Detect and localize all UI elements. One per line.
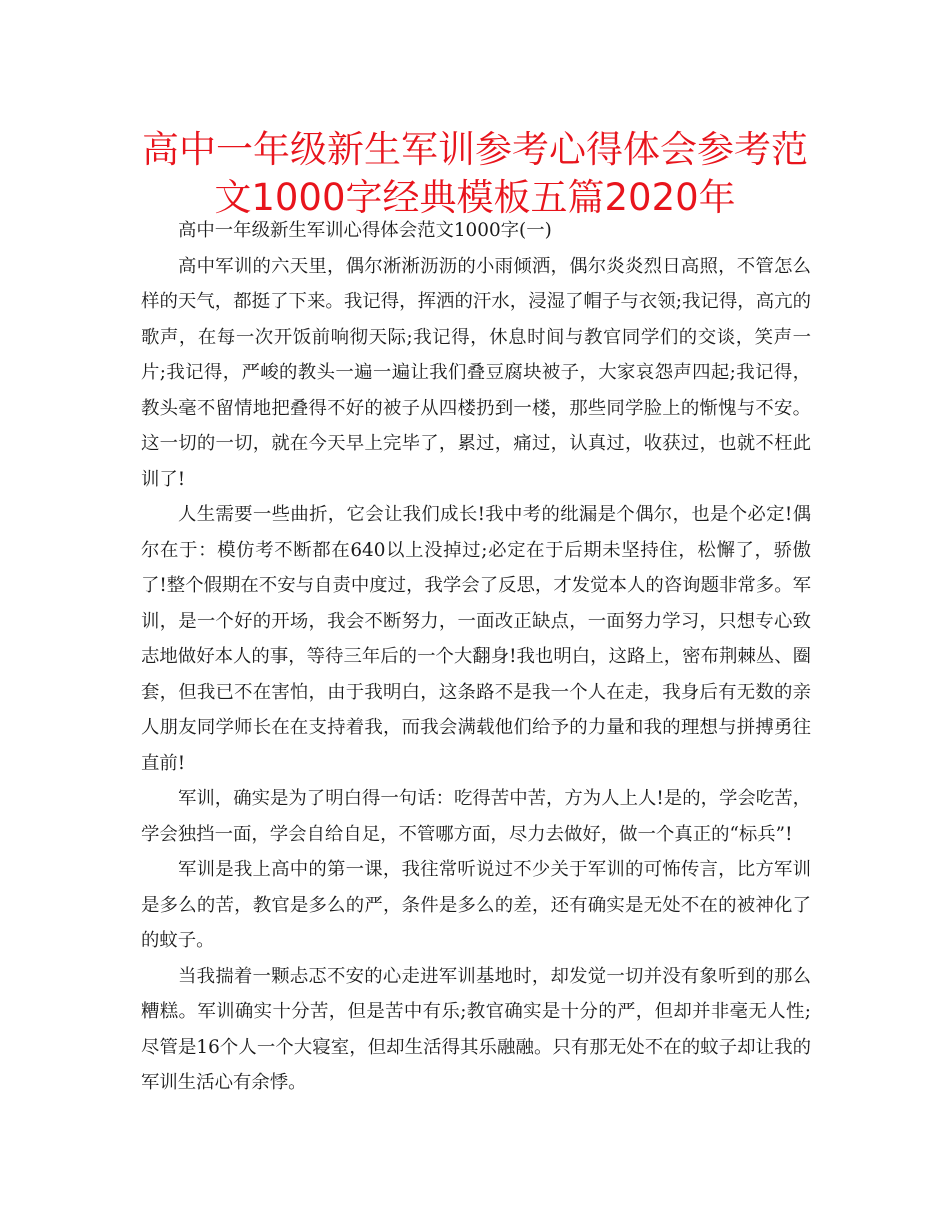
document-title: 高中一年级新生军训参考心得体会参考范文1000字经典模板五篇2020年 <box>142 128 808 219</box>
paragraph-2: 人生需要一些曲折，它会让我们成长!我中考的纰漏是个偶尔，也是个必定!偶尔在于：模仿考不断都在640以上没掉过;必定在于后期未坚持住，松懈了，骄傲了!整个假期在不安与自责中度过，我学会了反思，才发觉本人的咨询题非常多。军训，是一个好的开场，我会不断努力，一面改正缺点，一面努力学习，只想专心致志地做好本人的事，等待三年后的一个大翻身!我也明白，这路上，密布荆棘丛、圈套，但我已不在害怕，由于我明白，这条路不是我一个人在走，我身后有无数的亲人朋友同学师长在在支持着我，而我会满载他们给予的力量和我的理想与拼搏勇往直前! <box>141 504 811 774</box>
paragraph-5: 当我揣着一颗忐忑不安的心走进军训基地时，却发觉一切并没有象听到的那么糟糕。军训确实十分苦，但是苦中有乐;教官确实是十分的严，但却并非毫无人性;尽管是16个人一个大寝室，但却生活得其乐融融。只有那无处不在的蚊子却让我的军训生活心有余悸。 <box>141 965 811 1093</box>
paragraph-3: 军训，确实是为了明白得一句话：吃得苦中苦，方为人上人!是的，学会吃苦，学会独挡一面，学会自给自足，不管哪方面，尽力去做好，做一个真正的“标兵”! <box>141 788 811 845</box>
document-body <box>141 213 811 1101</box>
paragraph-1: 高中军训的六天里，偶尔淅淅沥沥的小雨倾洒，偶尔炎炎烈日高照，不管怎么样的天气，都挺了下来。我记得，挥洒的汗水，浸湿了帽子与衣领;我记得，高亢的歌声，在每一次开饭前响彻天际;我记得，休息时间与教官同学们的交谈，笑声一片;我记得，严峻的教头一遍一遍让我们叠豆腐块被子，大家哀怨声四起;我记得，教头毫不留情地把叠得不好的被子从四楼扔到一楼，那些同学脸上的惭愧与不安。这一切的一切，就在今天早上完毕了，累过，痛过，认真过，收获过，也就不枉此训了! <box>141 255 811 490</box>
section-subtitle: 高中一年级新生军训心得体会范文1000字(一) <box>178 220 552 241</box>
paragraph-4: 军训是我上高中的第一课，我往常听说过不少关于军训的可怖传言，比方军训是多么的苦，教官是多么的严，条件是多么的差，还有确实是无处不在的被神化了的蚊子。 <box>141 859 811 951</box>
